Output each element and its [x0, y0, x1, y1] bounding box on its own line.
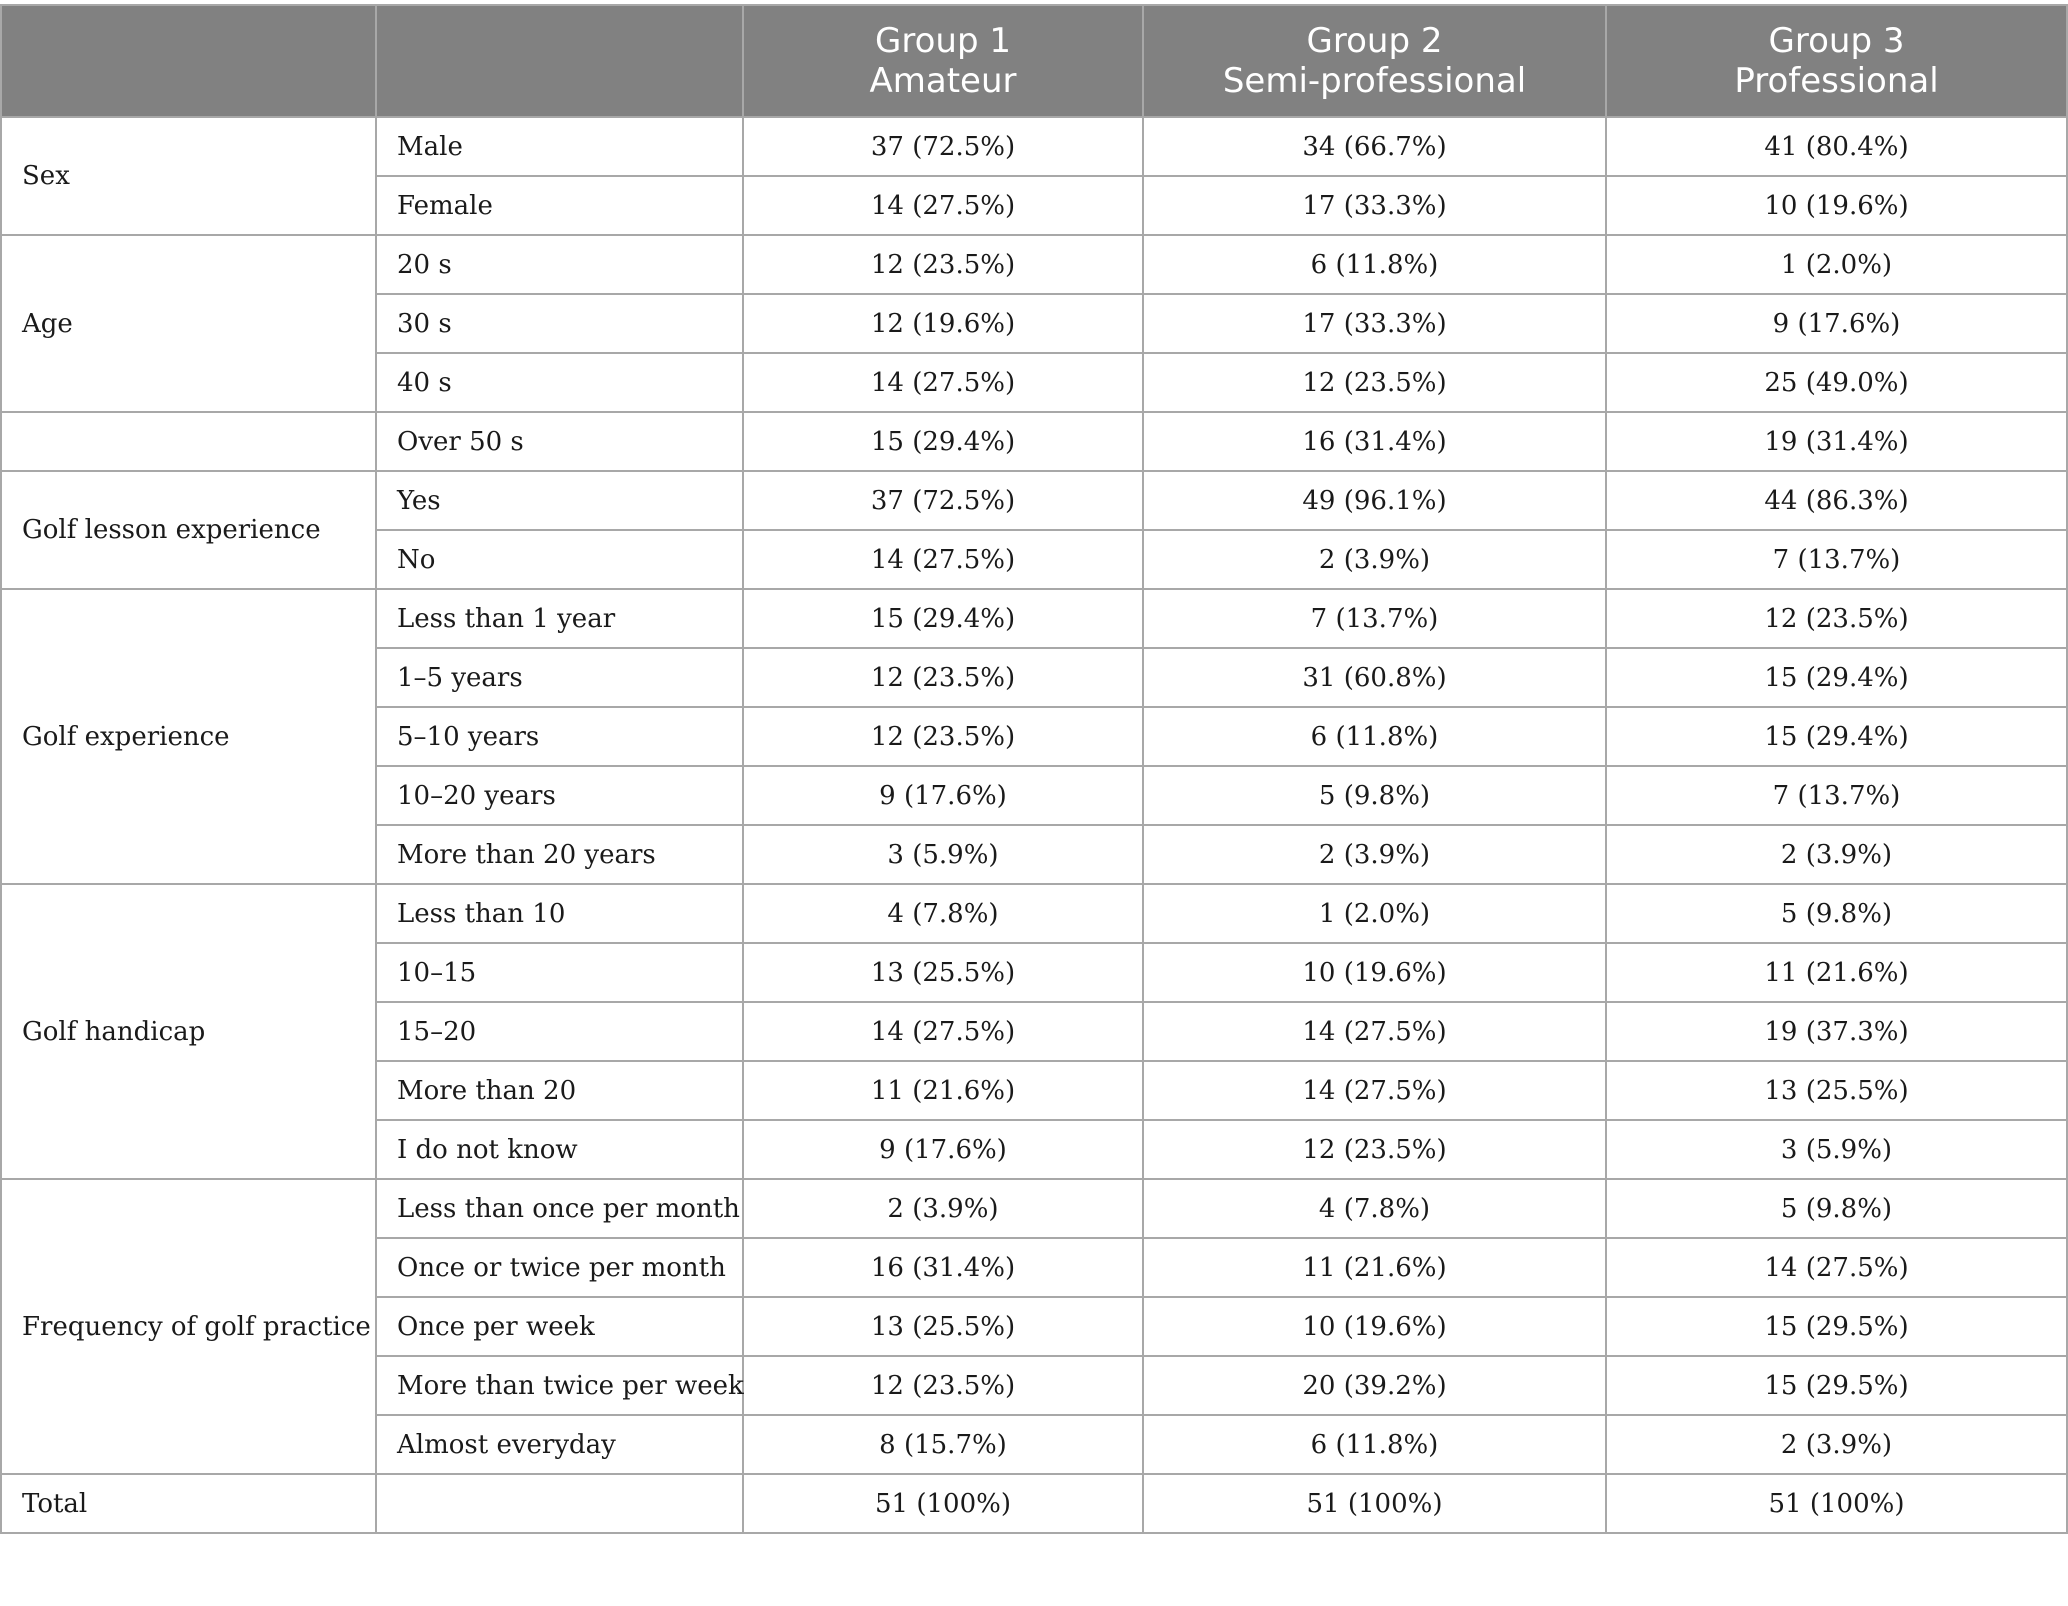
category-label: Sex — [1, 117, 376, 235]
row-label: More than twice per week — [376, 1356, 743, 1415]
group-1-value: 14 (27.5%) — [743, 1002, 1143, 1061]
group-3-value: 14 (27.5%) — [1606, 1238, 2067, 1297]
row-label — [376, 1474, 743, 1533]
group-1-value: 12 (23.5%) — [743, 648, 1143, 707]
row-label: 15–20 — [376, 1002, 743, 1061]
group-2-value: 4 (7.8%) — [1143, 1179, 1606, 1238]
group-1-value: 8 (15.7%) — [743, 1415, 1143, 1474]
group-2-value: 6 (11.8%) — [1143, 707, 1606, 766]
group-3-value: 7 (13.7%) — [1606, 530, 2067, 589]
group-2-value: 7 (13.7%) — [1143, 589, 1606, 648]
row-label: 10–20 years — [376, 766, 743, 825]
table-row — [1, 471, 2067, 530]
group-2-value: 49 (96.1%) — [1143, 471, 1606, 530]
table-row — [1, 235, 2067, 294]
header-group-3-level: Professional — [1734, 61, 1939, 101]
row-label: Male — [376, 117, 743, 176]
group-1-value: 9 (17.6%) — [743, 766, 1143, 825]
group-1-value: 14 (27.5%) — [743, 530, 1143, 589]
header-group-2-level: Semi-professional — [1222, 61, 1527, 101]
group-2-value: 5 (9.8%) — [1143, 766, 1606, 825]
row-label: Once or twice per month — [376, 1238, 743, 1297]
group-3-value: 41 (80.4%) — [1606, 117, 2067, 176]
row-label: Over 50 s — [376, 412, 743, 471]
group-3-value: 19 (37.3%) — [1606, 1002, 2067, 1061]
group-3-value: 25 (49.0%) — [1606, 353, 2067, 412]
group-2-value: 12 (23.5%) — [1143, 1120, 1606, 1179]
demographics-table — [0, 4, 2068, 1534]
group-2-value: 6 (11.8%) — [1143, 1415, 1606, 1474]
header-subcategory-cell — [376, 5, 743, 117]
group-1-value: 12 (23.5%) — [743, 1356, 1143, 1415]
table-body — [1, 117, 2067, 1533]
group-1-value: 15 (29.4%) — [743, 412, 1143, 471]
group-1-value: 9 (17.6%) — [743, 1120, 1143, 1179]
group-2-value: 6 (11.8%) — [1143, 235, 1606, 294]
row-label: Less than 10 — [376, 884, 743, 943]
group-2-value: 12 (23.5%) — [1143, 353, 1606, 412]
group-3-value: 5 (9.8%) — [1606, 884, 2067, 943]
category-label: Total — [1, 1474, 376, 1533]
group-1-value: 12 (23.5%) — [743, 235, 1143, 294]
category-label: Golf handicap — [1, 884, 376, 1179]
table-row — [1, 884, 2067, 943]
group-2-value: 10 (19.6%) — [1143, 943, 1606, 1002]
group-3-value: 51 (100%) — [1606, 1474, 2067, 1533]
group-3-value: 7 (13.7%) — [1606, 766, 2067, 825]
group-1-value: 2 (3.9%) — [743, 1179, 1143, 1238]
row-label: Less than once per month — [376, 1179, 743, 1238]
group-3-value: 3 (5.9%) — [1606, 1120, 2067, 1179]
group-3-value: 15 (29.5%) — [1606, 1356, 2067, 1415]
table-row — [1, 412, 2067, 471]
group-2-value: 34 (66.7%) — [1143, 117, 1606, 176]
group-3-value: 10 (19.6%) — [1606, 176, 2067, 235]
group-2-value: 10 (19.6%) — [1143, 1297, 1606, 1356]
row-label: More than 20 — [376, 1061, 743, 1120]
group-2-value: 11 (21.6%) — [1143, 1238, 1606, 1297]
table-row — [1, 589, 2067, 648]
category-label: Golf lesson experience — [1, 471, 376, 589]
row-label: I do not know — [376, 1120, 743, 1179]
row-label: 40 s — [376, 353, 743, 412]
group-1-value: 37 (72.5%) — [743, 117, 1143, 176]
group-2-value: 1 (2.0%) — [1143, 884, 1606, 943]
group-3-value: 12 (23.5%) — [1606, 589, 2067, 648]
category-label: Golf experience — [1, 589, 376, 884]
row-label: No — [376, 530, 743, 589]
group-2-value: 14 (27.5%) — [1143, 1002, 1606, 1061]
group-3-value: 15 (29.5%) — [1606, 1297, 2067, 1356]
category-label — [1, 412, 376, 471]
row-label: 1–5 years — [376, 648, 743, 707]
group-3-value: 2 (3.9%) — [1606, 825, 2067, 884]
row-label: 10–15 — [376, 943, 743, 1002]
header-category-cell — [1, 5, 376, 117]
group-2-value: 2 (3.9%) — [1143, 825, 1606, 884]
group-2-value: 14 (27.5%) — [1143, 1061, 1606, 1120]
group-2-value: 51 (100%) — [1143, 1474, 1606, 1533]
header-group-2 — [1143, 5, 1606, 117]
header-group-3-number: Group 3 — [1768, 21, 1905, 61]
group-1-value: 13 (25.5%) — [743, 943, 1143, 1002]
row-label: More than 20 years — [376, 825, 743, 884]
group-3-value: 15 (29.4%) — [1606, 648, 2067, 707]
demographics-table-container — [0, 4, 2066, 1534]
group-3-value: 11 (21.6%) — [1606, 943, 2067, 1002]
group-2-value: 2 (3.9%) — [1143, 530, 1606, 589]
group-3-value: 19 (31.4%) — [1606, 412, 2067, 471]
group-3-value: 13 (25.5%) — [1606, 1061, 2067, 1120]
table-row — [1, 1179, 2067, 1238]
group-3-value: 15 (29.4%) — [1606, 707, 2067, 766]
header-group-2-number: Group 2 — [1306, 21, 1443, 61]
group-1-value: 37 (72.5%) — [743, 471, 1143, 530]
row-label: 30 s — [376, 294, 743, 353]
row-label: Once per week — [376, 1297, 743, 1356]
group-2-value: 31 (60.8%) — [1143, 648, 1606, 707]
group-1-value: 16 (31.4%) — [743, 1238, 1143, 1297]
group-3-value: 44 (86.3%) — [1606, 471, 2067, 530]
group-1-value: 14 (27.5%) — [743, 176, 1143, 235]
group-1-value: 15 (29.4%) — [743, 589, 1143, 648]
group-1-value: 13 (25.5%) — [743, 1297, 1143, 1356]
category-label: Age — [1, 235, 376, 412]
row-label: 5–10 years — [376, 707, 743, 766]
group-1-value: 51 (100%) — [743, 1474, 1143, 1533]
row-label: Almost everyday — [376, 1415, 743, 1474]
group-2-value: 17 (33.3%) — [1143, 176, 1606, 235]
group-1-value: 14 (27.5%) — [743, 353, 1143, 412]
table-row — [1, 1474, 2067, 1533]
group-2-value: 20 (39.2%) — [1143, 1356, 1606, 1415]
group-1-value: 4 (7.8%) — [743, 884, 1143, 943]
row-label: Less than 1 year — [376, 589, 743, 648]
group-1-value: 11 (21.6%) — [743, 1061, 1143, 1120]
group-1-value: 3 (5.9%) — [743, 825, 1143, 884]
header-group-1-number: Group 1 — [875, 21, 1011, 61]
row-label: Female — [376, 176, 743, 235]
header-group-1 — [743, 5, 1143, 117]
group-3-value: 9 (17.6%) — [1606, 294, 2067, 353]
group-3-value: 2 (3.9%) — [1606, 1415, 2067, 1474]
header-group-1-level: Amateur — [869, 61, 1017, 101]
table-row — [1, 117, 2067, 176]
group-1-value: 12 (19.6%) — [743, 294, 1143, 353]
header-row — [1, 5, 2067, 117]
header-group-3 — [1606, 5, 2067, 117]
group-3-value: 5 (9.8%) — [1606, 1179, 2067, 1238]
table-header — [1, 5, 2067, 117]
row-label: Yes — [376, 471, 743, 530]
group-2-value: 16 (31.4%) — [1143, 412, 1606, 471]
row-label: 20 s — [376, 235, 743, 294]
group-2-value: 17 (33.3%) — [1143, 294, 1606, 353]
group-1-value: 12 (23.5%) — [743, 707, 1143, 766]
category-label: Frequency of golf practice — [1, 1179, 376, 1474]
group-3-value: 1 (2.0%) — [1606, 235, 2067, 294]
